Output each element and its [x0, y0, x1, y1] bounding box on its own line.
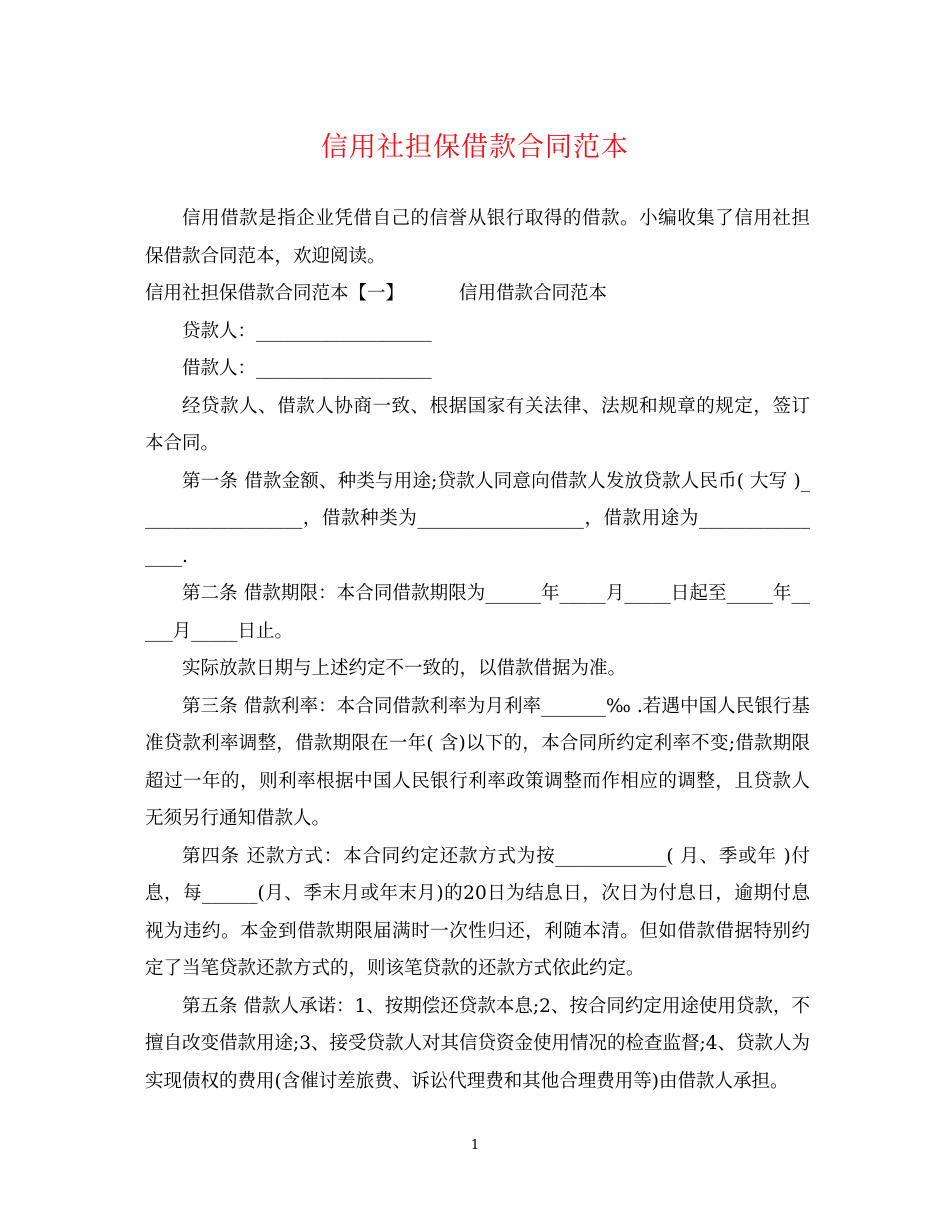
section-heading-line [145, 275, 810, 313]
section-heading: 信用社担保借款合同范本【一】 [145, 283, 405, 304]
article-5: 第五条 借款人承诺：1、按期偿还贷款本息;2、按合同约定用途使用贷款，不擅自改变借款用途;3、接受贷款人对其信贷资金使用情况的检查监督;4、贷款人为实现债权的费用(含催讨差旅费、诉讼代理费和其他合理费用等)由借款人承担。 [145, 995, 811, 1092]
article-3: 第三条 借款利率：本合同借款利率为月利率_______‰ .若遇中国人民银行基准贷款利率调整，借款期限在一年( 含)以下的，本合同所约定利率不变;借款期限超过一年的，则利率根据中国人民银行利率政策调整而作相应的调整，且贷款人无须另行通知借款人。 [145, 695, 810, 829]
borrower-line: 借款人：___________________ [182, 358, 432, 379]
section-subheading: 信用借款合同范本 [459, 283, 608, 304]
article-2: 第二条 借款期限：本合同借款期限为______年_____月_____日起至_____年_____月_____日止。 [145, 583, 810, 642]
document-body [145, 200, 810, 1100]
article-1: 第一条 借款金额、种类与用途;贷款人同意向借款人发放贷款人民币( 大写 )__________________，借款种类为__________________，借款用途为________________. [145, 470, 810, 567]
intro-paragraph: 信用借款是指企业凭借自己的信誉从银行取得的借款。小编收集了信用社担保借款合同范本，欢迎阅读。 [145, 208, 810, 267]
lender-line: 贷款人：___________________ [182, 320, 432, 342]
article-2-note: 实际放款日期与上述约定不一致的，以借款借据为准。 [182, 658, 627, 679]
preamble-paragraph: 经贷款人、借款人协商一致、根据国家有关法律、法规和规章的规定，签订本合同。 [145, 395, 810, 454]
article-4: 第四条 还款方式：本合同约定还款方式为按____________( 月、季或年 )付息，每______(月、季末月或年末月)的20日为结息日，次日为付息日，逾期付息视为违约。本金到借款期限届满时一次性归还，利随本清。但如借款借据特别约定了当笔贷款还款方式的，则该笔贷款的还款方式依此约定。 [145, 845, 810, 979]
document-title: 信用社担保借款合同范本 [321, 132, 629, 163]
page-number: 1 [470, 1138, 480, 1153]
